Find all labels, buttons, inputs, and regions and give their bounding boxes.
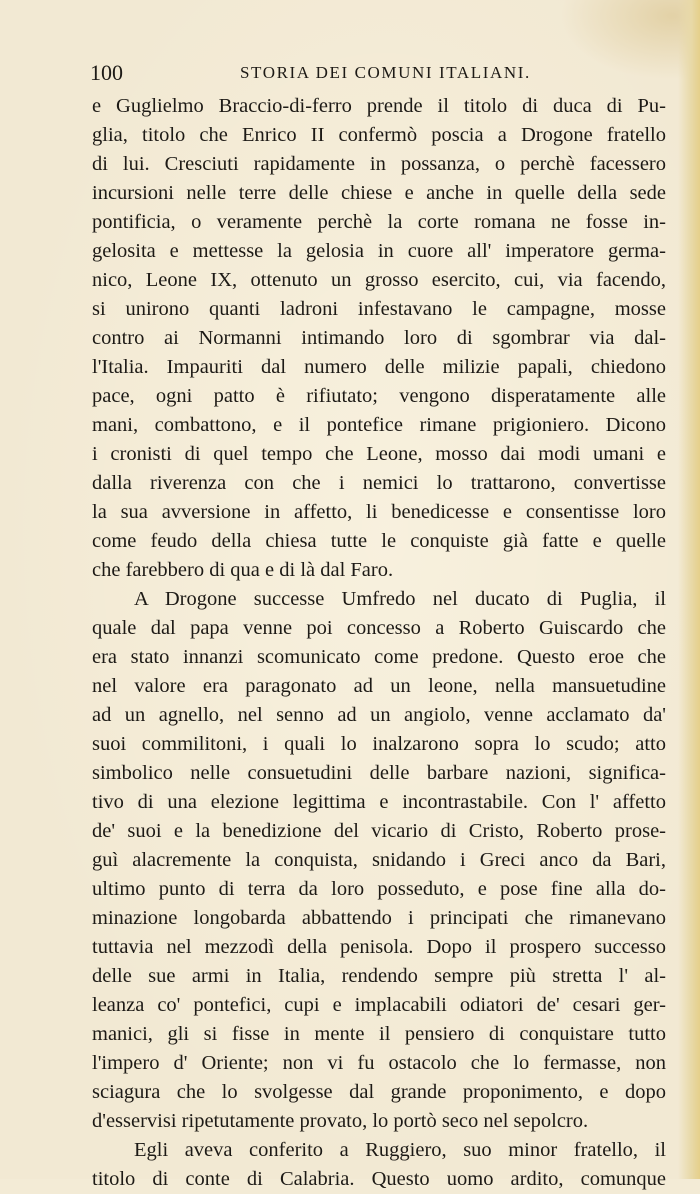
text-line: guì alacremente la conquista, snidando i Greci anco da Bari, — [92, 849, 666, 871]
page-number: 100 — [90, 60, 123, 85]
text-line: era stato innanzi scomunicato come predone. Questo eroe che — [92, 646, 666, 668]
text-line: ultimo punto di terra da loro posseduto, e pose fine alla do- — [92, 878, 666, 900]
page-header — [90, 60, 668, 88]
text-line: tivo di una elezione legittima e incontrastabile. Con l' affetto — [92, 791, 666, 813]
text-line: suoi commilitoni, i quali lo inalzarono sopra lo scudo; atto — [92, 733, 666, 755]
text-line: nel valore era paragonato ad un leone, nella mansuetudine — [92, 675, 666, 697]
text-line: la sua avversione in affetto, li benedicesse e consentisse loro — [92, 501, 666, 523]
text-line: contro ai Normanni intimando loro di sgombrar via dal- — [92, 327, 666, 349]
text-line: pace, ogni patto è rifiutato; vengono disperatamente alle — [92, 385, 666, 407]
text-line: de' suoi e la benedizione del vicario di Cristo, Roberto prose- — [92, 820, 666, 842]
text-line: simbolico nelle consuetudini delle barbare nazioni, significa- — [92, 762, 666, 784]
text-line: e Guglielmo Braccio-di-ferro prende il titolo di duca di Pu- — [92, 95, 666, 117]
body-text — [92, 92, 666, 1194]
text-line: minazione longobarda abbattendo i principati che rimanevano — [92, 907, 666, 929]
text-line: di lui. Cresciuti rapidamente in possanza, o perchè facessero — [92, 153, 666, 175]
text-line: mani, combattono, e il pontefice rimane prigioniero. Dicono — [92, 414, 666, 436]
text-line: come feudo della chiesa tutte le conquiste già fatte e quelle — [92, 530, 666, 552]
text-line: ad un agnello, nel senno ad un angiolo, venne acclamato da' — [92, 704, 666, 726]
text-line: incursioni nelle terre delle chiese e anche in quelle della sede — [92, 182, 666, 204]
text-line: i cronisti di quel tempo che Leone, mosso dai modi umani e — [92, 443, 666, 465]
text-line: glia, titolo che Enrico II confermò poscia a Drogone fratello — [92, 124, 666, 146]
text-line: delle sue armi in Italia, rendendo sempre più stretta l' al- — [92, 965, 666, 987]
text-line: l'Italia. Impauriti dal numero delle milizie papali, chiedono — [92, 356, 666, 378]
text-line: sciagura che lo svolgesse dal grande proponimento, e dopo — [92, 1081, 666, 1103]
running-title: STORIA DEI COMUNI ITALIANI. — [240, 63, 531, 82]
text-line: gelosita e mettesse la gelosia in cuore all' imperatore germa- — [92, 240, 666, 262]
paragraph-end-line: d'esservisi ripetutamente provato, lo portò seco nel sepolcro. — [92, 1110, 589, 1132]
text-line: quale dal papa venne poi concesso a Roberto Guiscardo che — [92, 617, 666, 639]
text-line: l'impero d' Oriente; non vi fu ostacolo che lo fermasse, non — [92, 1052, 666, 1074]
paragraph-start-line: A Drogone successe Umfredo nel ducato di Puglia, il — [134, 588, 666, 610]
text-line: tuttavia nel mezzodì della penisola. Dopo il prospero successo — [92, 936, 666, 958]
text-line: manici, gli si fisse in mente il pensiero di conquistare tutto — [92, 1023, 666, 1045]
text-line: pontificia, o veramente perchè la corte romana ne fosse in- — [92, 211, 666, 233]
page-edge — [678, 0, 700, 1179]
text-line: nico, Leone IX, ottenuto un grosso esercito, cui, via facendo, — [92, 269, 666, 291]
text-line: dalla riverenza con che i nemici lo trattarono, convertisse — [92, 472, 666, 494]
paragraph-start-line: Egli aveva conferito a Ruggiero, suo minor fratello, il — [134, 1139, 666, 1161]
text-line: titolo di conte di Calabria. Questo uomo ardito, comunque — [92, 1168, 666, 1190]
text-line: leanza co' pontefici, cupi e implacabili odiatori de' cesari ger- — [92, 994, 666, 1016]
paragraph-end-line: che farebbero di qua e di là dal Faro. — [92, 559, 394, 581]
text-line: si unirono quanti ladroni infestavano le campagne, mosse — [92, 298, 666, 320]
